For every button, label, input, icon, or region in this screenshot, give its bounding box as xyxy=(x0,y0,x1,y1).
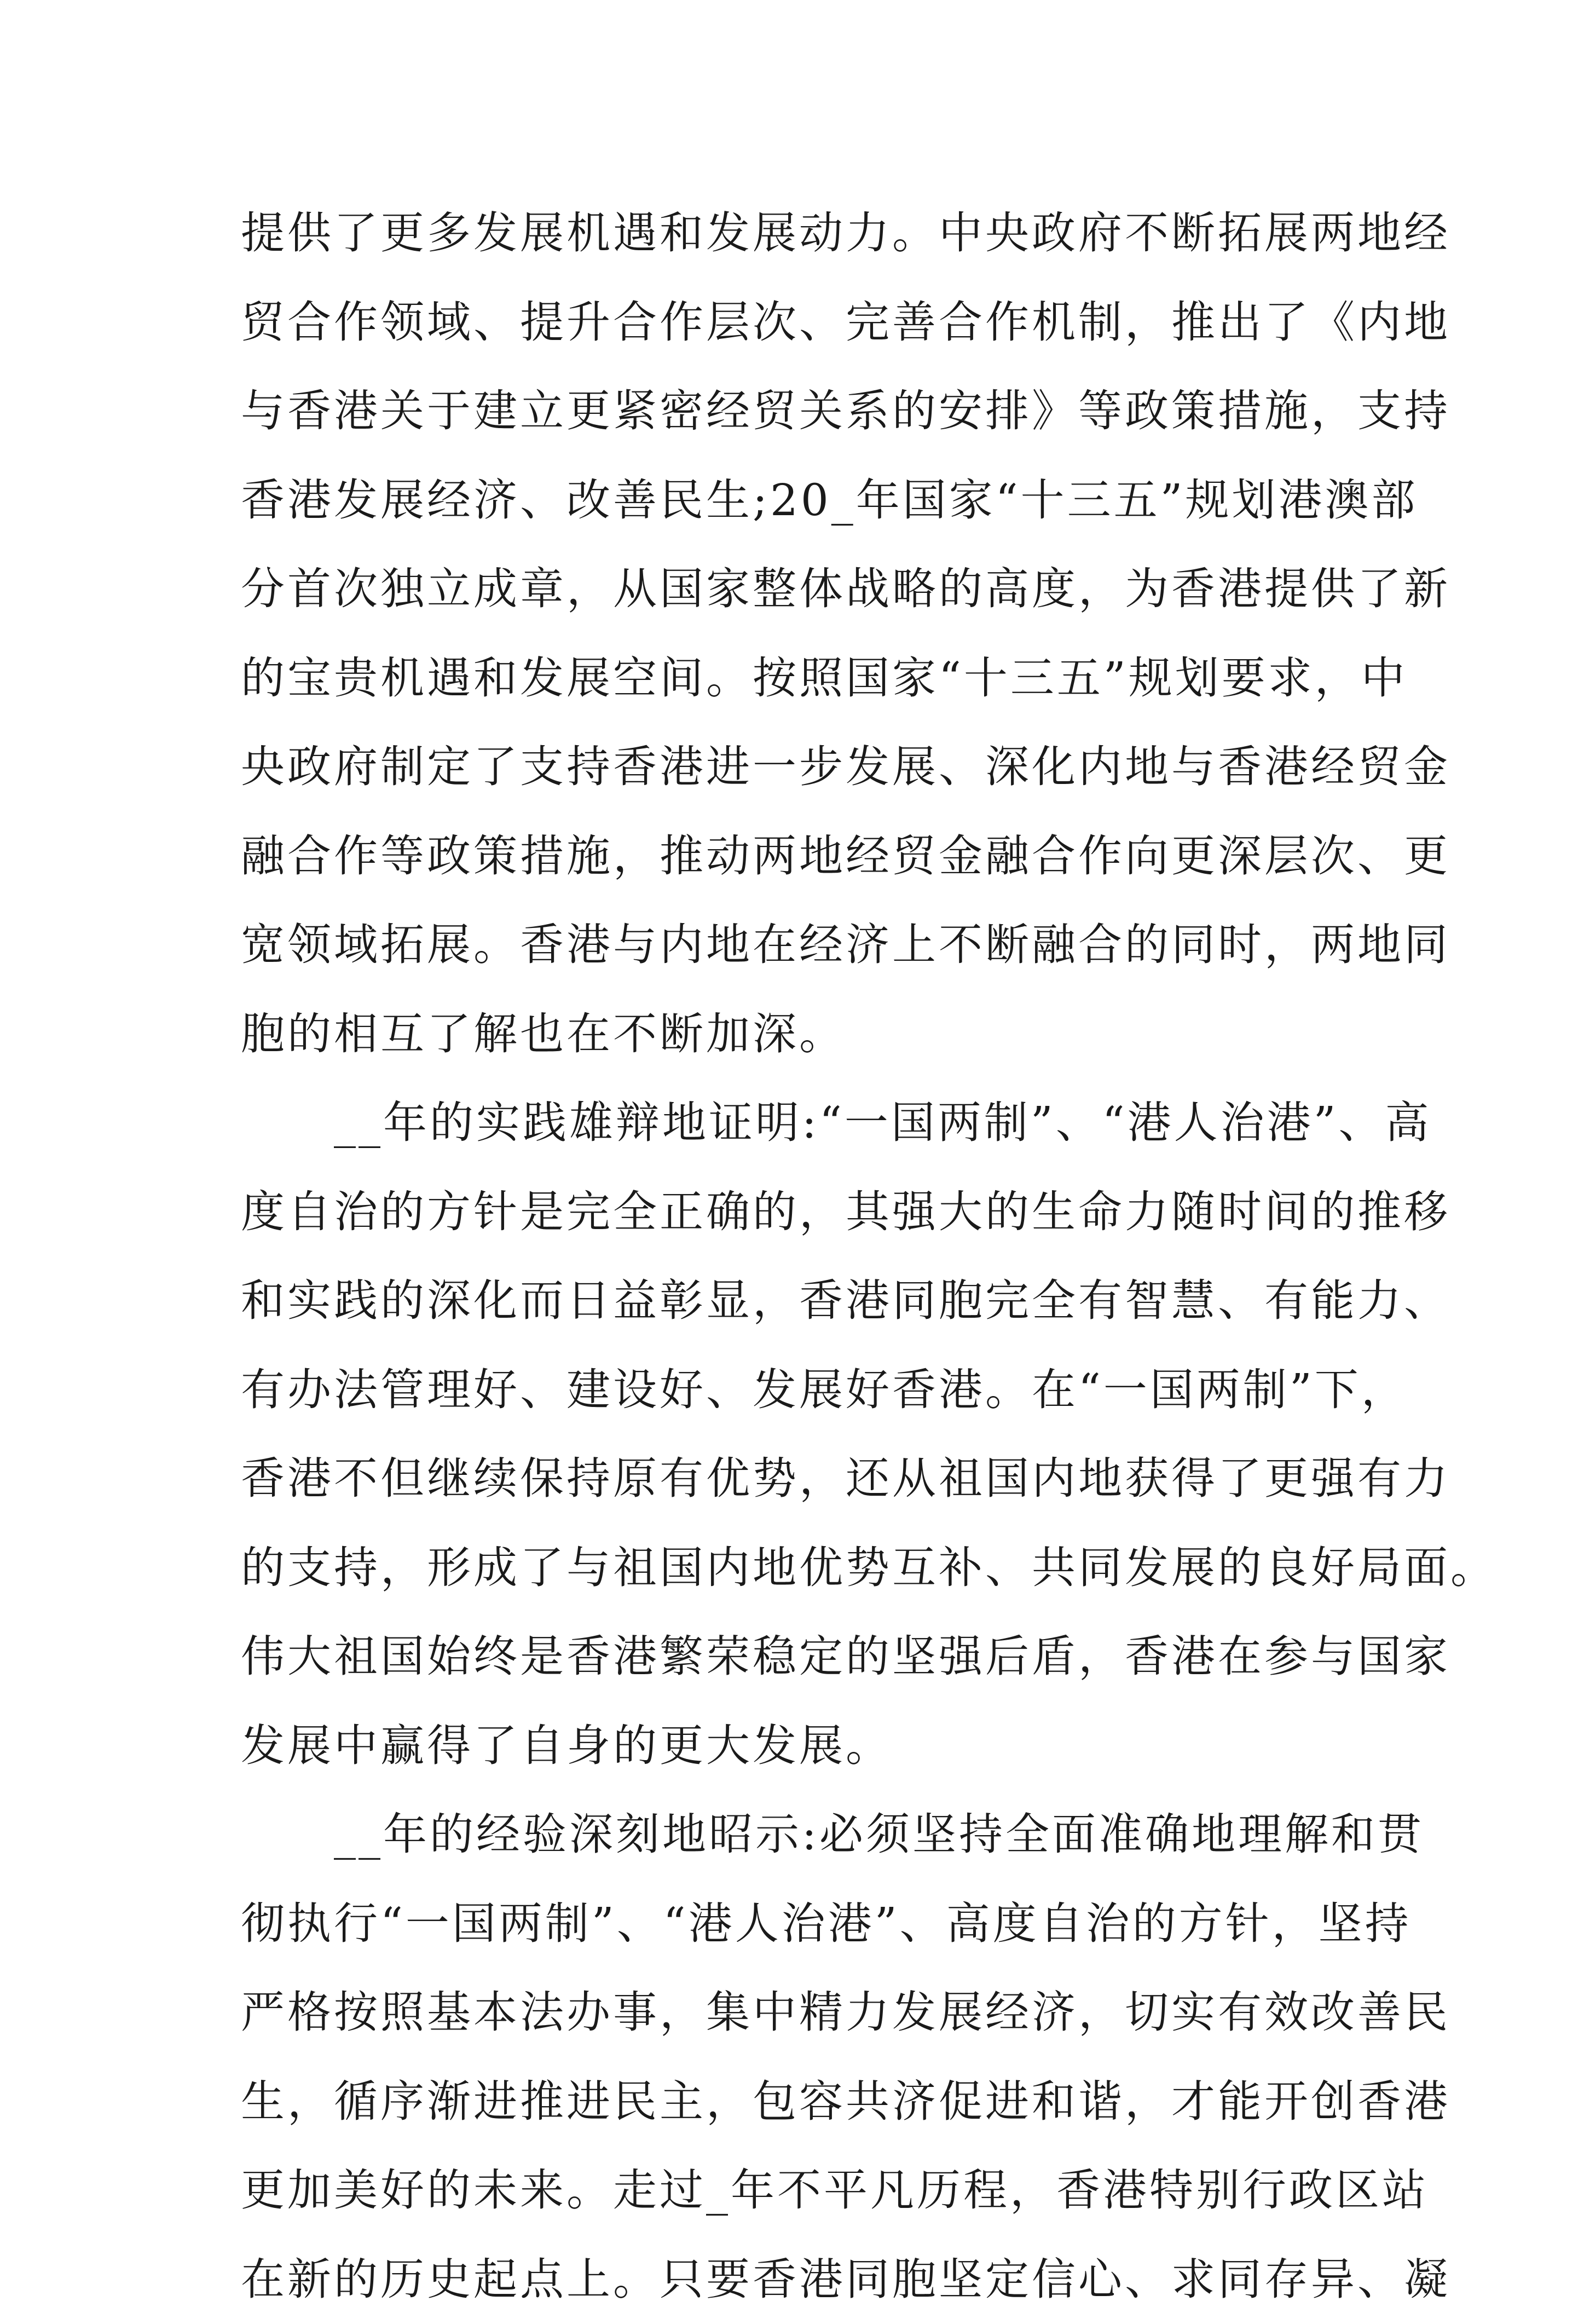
text-line: __年的实践雄辩地证明:“一国两制”、“港人治港”、高 xyxy=(241,1079,1357,1168)
text-line: 发展中赢得了自身的更大发展。 xyxy=(241,1702,1357,1791)
text-line: 生，循序渐进推进民主，包容共济促进和谐，才能开创香港 xyxy=(241,2057,1357,2147)
text-line: 香港不但继续保持原有优势，还从祖国内地获得了更强有力 xyxy=(241,1434,1357,1524)
text-line: 更加美好的未来。走过_年不平凡历程，香港特别行政区站 xyxy=(241,2146,1357,2235)
text-line: 和实践的深化而日益彰显，香港同胞完全有智慧、有能力、 xyxy=(241,1256,1357,1346)
body-text xyxy=(241,189,1357,2324)
text-line: 有办法管理好、建设好、发展好香港。在“一国两制”下， xyxy=(241,1346,1357,1435)
text-line: 与香港关于建立更紧密经贸关系的安排》等政策措施，支持 xyxy=(241,367,1357,456)
text-line: 提供了更多发展机遇和发展动力。中央政府不断拓展两地经 xyxy=(241,189,1357,278)
text-line: 贸合作领域、提升合作层次、完善合作机制，推出了《内地 xyxy=(241,278,1357,367)
text-line: 度自治的方针是完全正确的，其强大的生命力随时间的推移 xyxy=(241,1168,1357,1257)
text-line: 央政府制定了支持香港进一步发展、深化内地与香港经贸金 xyxy=(241,723,1357,812)
text-line: 严格按照基本法办事，集中精力发展经济，切实有效改善民 xyxy=(241,1968,1357,2057)
text-line: 融合作等政策措施，推动两地经贸金融合作向更深层次、更 xyxy=(241,812,1357,901)
text-line: 的宝贵机遇和发展空间。按照国家“十三五”规划要求，中 xyxy=(241,634,1357,723)
text-line: 分首次独立成章，从国家整体战略的高度，为香港提供了新 xyxy=(241,545,1357,634)
text-line: 伟大祖国始终是香港繁荣稳定的坚强后盾，香港在参与国家 xyxy=(241,1612,1357,1702)
text-line: 在新的历史起点上。只要香港同胞坚定信心、求同存异、凝 xyxy=(241,2235,1357,2324)
text-line: 的支持，形成了与祖国内地优势互补、共同发展的良好局面。 xyxy=(241,1524,1357,1613)
text-line: 香港发展经济、改善民生;20_年国家“十三五”规划港澳部 xyxy=(241,456,1357,545)
text-line: 宽领域拓展。香港与内地在经济上不断融合的同时，两地同 xyxy=(241,901,1357,990)
text-line: __年的经验深刻地昭示:必须坚持全面准确地理解和贯 xyxy=(241,1790,1357,1879)
text-line: 胞的相互了解也在不断加深。 xyxy=(241,990,1357,1079)
text-line: 彻执行“一国两制”、“港人治港”、高度自治的方针，坚持 xyxy=(241,1879,1357,1969)
